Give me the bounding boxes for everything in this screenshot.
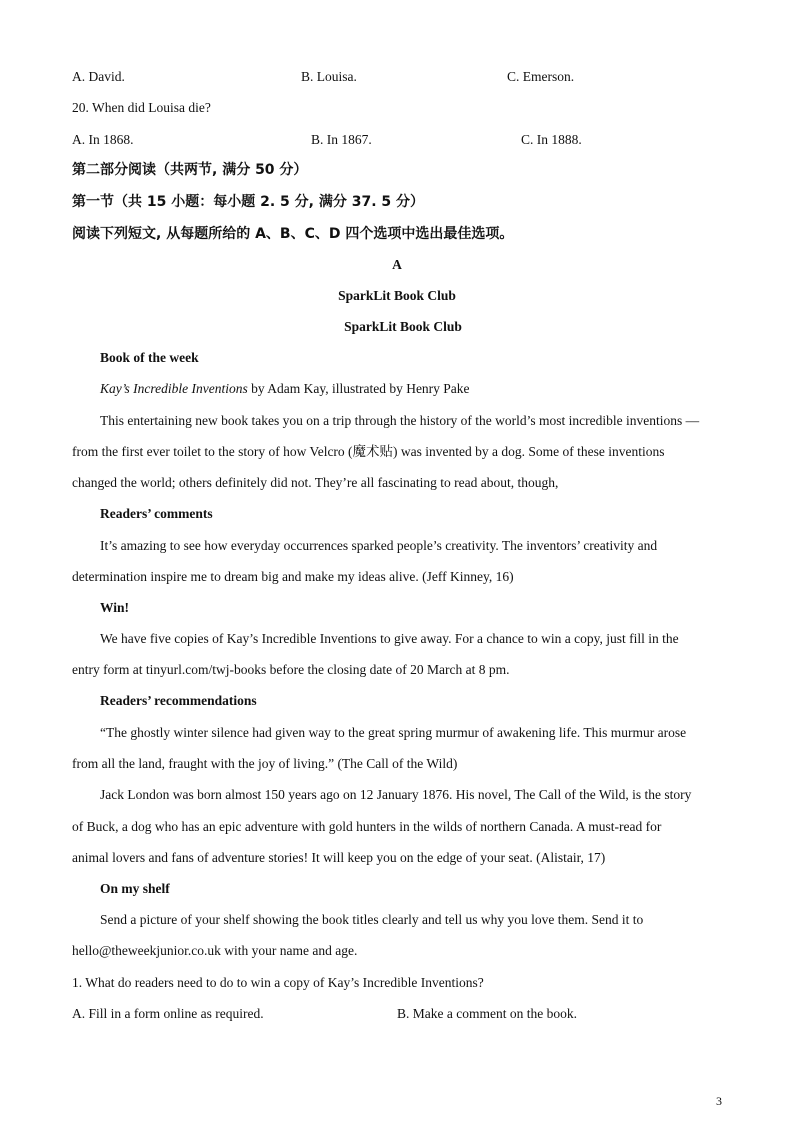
paragraph-line: Send a picture of your shelf showing the book titles clearly and tell us why you love them. Send it to	[100, 912, 644, 927]
q20-options	[72, 131, 772, 149]
readers-comments-heading: Readers’ comments	[100, 506, 213, 521]
q19-option-c: C. Emerson.	[507, 69, 575, 84]
q20-option-c: C. In 1888.	[521, 132, 582, 147]
paragraph-line: We have five copies of Kay’s Incredible Inventions to give away. For a chance to win a copy, just fill in the	[100, 631, 679, 646]
paragraph-line: of Buck, a dog who has an epic adventure with gold hunters in the wilds of northern Canada. A must-read for	[72, 819, 662, 834]
passage-letter: A	[392, 257, 402, 272]
paragraph-line: changed the world; others definitely did not. They’re all fascinating to read about, though,	[72, 475, 559, 490]
paragraph-line: entry form at tinyurl.com/twj-books before the closing date of 20 March at 8 pm.	[72, 662, 510, 677]
q1-option-a: A. Fill in a form online as required.	[72, 1006, 264, 1021]
page-number: 3	[716, 1094, 722, 1108]
quote-line: from all the land, fraught with the joy of living.” (The Call of the Wild)	[72, 756, 458, 771]
q20-question: 20. When did Louisa die?	[72, 100, 211, 115]
q1-option-b: B. Make a comment on the book.	[397, 1006, 577, 1021]
book-author: by Adam Kay, illustrated by Henry Pake	[247, 381, 470, 396]
book-byline	[100, 380, 470, 398]
q20-option-b: B. In 1867.	[311, 132, 372, 147]
q19-option-a: A. David.	[72, 69, 125, 84]
paragraph-line: animal lovers and fans of adventure stories! It will keep you on the edge of your seat. (Alistair, 17)	[72, 850, 606, 865]
passage-title: SparkLit Book Club	[338, 288, 456, 303]
q19-option-b: B. Louisa.	[301, 69, 357, 84]
instruction: 阅读下列短文, 从每题所给的 A、B、C、D 四个选项中选出最佳选项。	[72, 226, 514, 242]
win-heading: Win!	[100, 600, 130, 615]
quote-line: “The ghostly winter silence had given way to the great spring murmur of awakening life. This murmur arose	[100, 725, 687, 740]
q1-options	[72, 1005, 772, 1023]
q19-options	[72, 68, 772, 86]
paragraph-line: It’s amazing to see how everyday occurrences sparked people’s creativity. The inventors’ creativity and	[100, 538, 658, 553]
paragraph-line: determination inspire me to dream big and make my ideas alive. (Jeff Kinney, 16)	[72, 569, 514, 584]
paragraph-line: Jack London was born almost 150 years ago on 12 January 1876. His novel, The Call of the Wild, is the story	[100, 787, 692, 802]
on-my-shelf-heading: On my shelf	[100, 881, 170, 896]
section-heading: 第二部分阅读（共两节, 满分 50 分）	[72, 162, 308, 178]
book-title: Kay’s Incredible Inventions	[100, 381, 248, 396]
q20-option-a: A. In 1868.	[72, 132, 134, 147]
paragraph-line: This entertaining new book takes you on a trip through the history of the world’s most incredible inventions —	[100, 413, 700, 428]
paragraph-line: hello@theweekjunior.co.uk with your name and age.	[72, 943, 358, 958]
q1-question: 1. What do readers need to do to win a copy of Kay’s Incredible Inventions?	[72, 975, 484, 990]
paragraph-line: from the first ever toilet to the story of how Velcro (魔术贴) was invented by a dog. Some of these inventions	[72, 444, 665, 459]
passage-subtitle: SparkLit Book Club	[344, 319, 462, 334]
book-of-week-heading: Book of the week	[100, 350, 199, 365]
readers-recommendations-heading: Readers’ recommendations	[100, 693, 257, 708]
subsection-heading: 第一节（共 15 小题：每小题 2. 5 分, 满分 37. 5 分）	[72, 194, 425, 210]
